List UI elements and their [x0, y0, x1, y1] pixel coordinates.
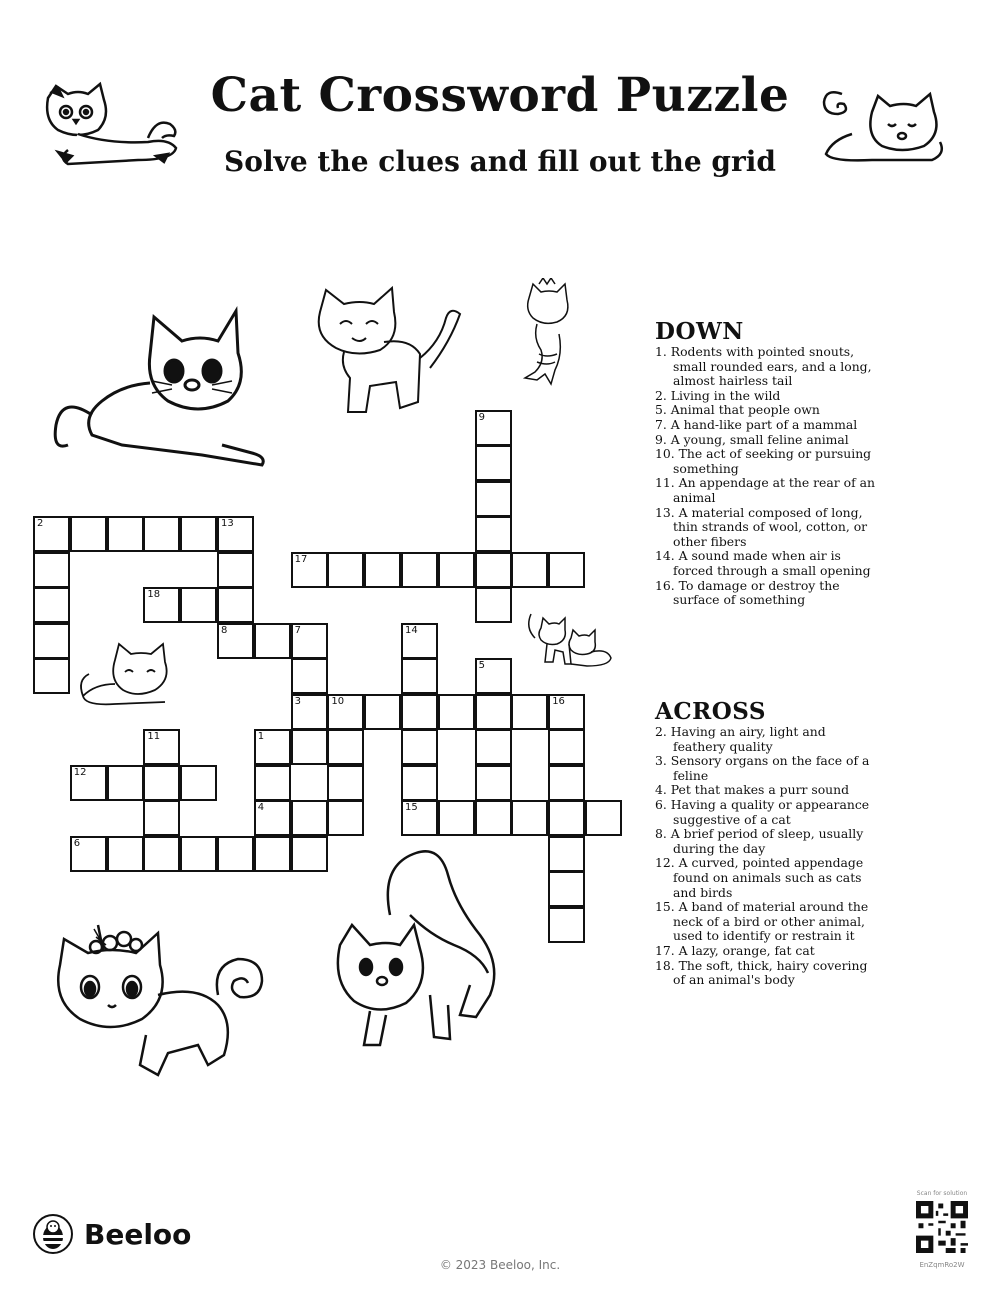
crossword-cell[interactable] — [548, 552, 585, 588]
crossword-cell[interactable] — [143, 836, 180, 872]
crossword-cell[interactable] — [475, 729, 512, 765]
crossword-cell[interactable] — [254, 836, 291, 872]
crossword-cell[interactable] — [143, 516, 180, 552]
crossword-cell[interactable] — [254, 623, 291, 659]
crossword-cell[interactable] — [548, 800, 585, 836]
down-heading: DOWN — [655, 318, 744, 345]
crossword-cell[interactable] — [180, 516, 217, 552]
cat-lying-left-illustration — [38, 78, 188, 178]
copyright: © 2023 Beeloo, Inc. — [439, 1258, 561, 1272]
down-clue: 1. Rodents with pointed snouts, small rounded ears, and a long, almost hairless tail — [655, 344, 872, 389]
across-clue: 4. Pet that makes a purr sound — [655, 782, 850, 798]
down-clue: 16. To damage or destroy the surface of something — [655, 577, 840, 608]
crossword-cell[interactable] — [33, 552, 70, 588]
crossword-cell[interactable] — [143, 587, 180, 623]
across-clue: 6. Having a quality or appearance suggestive of a cat — [655, 796, 870, 827]
crossword-cell[interactable] — [143, 729, 180, 765]
down-clue: 14. A sound made when air is forced through a small opening — [655, 548, 871, 578]
cat-crouching-illustration — [52, 305, 272, 475]
crossword-cell[interactable] — [548, 836, 585, 872]
page-subtitle: Solve the clues and fill out the grid — [224, 145, 776, 178]
crossword-cell[interactable] — [475, 481, 512, 517]
across-clue: 2. Having an airy, light and feathery quality — [655, 724, 826, 754]
crossword-cell[interactable] — [254, 800, 291, 836]
clue-number: 16 — [552, 695, 565, 707]
clue-number: 7 — [294, 624, 301, 636]
crossword-cell[interactable] — [70, 516, 107, 552]
crossword-cell[interactable] — [364, 694, 401, 730]
unicorn-cat-illustration — [48, 915, 278, 1085]
down-clue: 9. A young, small feline animal — [655, 431, 849, 447]
crossword-cell[interactable] — [107, 765, 144, 801]
crossword-cell[interactable] — [217, 836, 254, 872]
clue-number: 9 — [478, 411, 485, 423]
crossword-cell[interactable] — [401, 765, 438, 801]
brand-name: Beeloo — [84, 1217, 192, 1251]
crossword-cell[interactable] — [438, 800, 475, 836]
across-clue: 3. Sensory organs on the face of a feline — [655, 753, 870, 783]
down-clue: 11. An appendage at the rear of an animal — [655, 475, 875, 505]
crossword-cell[interactable] — [548, 765, 585, 801]
crossword-cell[interactable] — [475, 587, 512, 623]
clue-number: 10 — [331, 695, 345, 707]
crossword-cell[interactable] — [438, 552, 475, 588]
down-clue: 13. A material composed of long, thin strands of wool, cotton, or other fibers — [655, 504, 868, 549]
crossword-cell[interactable] — [475, 410, 512, 446]
crossword-cell[interactable] — [291, 729, 328, 765]
crossword-cell[interactable] — [511, 552, 548, 588]
down-clue: 7. A hand-like part of a mammal — [655, 416, 858, 432]
across-clue: 15. A band of material around the neck of a bird or other animal, used to identify or restrain it — [655, 899, 869, 944]
crossword-cell[interactable] — [475, 800, 512, 836]
across-clue: 18. The soft, thick, hairy covering of an animal's body — [655, 957, 868, 988]
crossword-cell[interactable] — [291, 658, 328, 694]
crossword-cell[interactable] — [107, 836, 144, 872]
crossword-cell[interactable] — [33, 623, 70, 659]
crossword-cell[interactable] — [475, 658, 512, 694]
clue-number: 11 — [147, 731, 161, 742]
crossword-cell[interactable] — [475, 552, 512, 588]
crossword-cell[interactable] — [475, 445, 512, 481]
crossword-cell[interactable] — [327, 765, 364, 801]
clue-number: 5 — [478, 660, 485, 671]
crossword-cell[interactable] — [180, 587, 217, 623]
crossword-cell[interactable] — [217, 623, 254, 659]
clue-number: 13 — [221, 518, 234, 529]
crossword-cell[interactable] — [291, 623, 328, 659]
across-clue: 8. A brief period of sleep, usually during the day — [655, 826, 864, 856]
crossword-cell[interactable] — [401, 623, 438, 659]
clue-number: 8 — [221, 624, 228, 636]
clue-number: 17 — [294, 553, 308, 565]
crossword-cell[interactable] — [217, 552, 254, 588]
qr-code-icon[interactable] — [916, 1201, 968, 1253]
crossword-cell[interactable] — [143, 765, 180, 801]
clue-number: 6 — [73, 837, 81, 849]
crossword-cell[interactable] — [327, 729, 364, 765]
crossword-cell[interactable] — [548, 694, 585, 730]
crossword-cell[interactable] — [327, 694, 364, 730]
mermaid-cat-illustration — [515, 278, 575, 388]
clue-number: 18 — [147, 589, 161, 600]
crossword-cell[interactable] — [475, 516, 512, 552]
crossword-cell[interactable] — [217, 587, 254, 623]
crossword-cell[interactable] — [33, 516, 70, 552]
crossword-cell[interactable] — [33, 658, 70, 694]
crossword-cell[interactable] — [254, 729, 291, 765]
crossword-cell[interactable] — [107, 516, 144, 552]
crossword-cell[interactable] — [548, 729, 585, 765]
clue-number: 3 — [294, 695, 301, 707]
crossword-cell[interactable] — [475, 694, 512, 730]
qr-caption: Scan for solution — [916, 1190, 968, 1197]
cat-sleeping-right-illustration — [812, 84, 962, 169]
clue-number: 4 — [257, 802, 265, 813]
qr-block — [912, 1190, 972, 1269]
crossword-cell[interactable] — [291, 694, 328, 730]
crossword-cell[interactable] — [438, 694, 475, 730]
crossword-cell[interactable] — [291, 800, 328, 836]
clue-number: 2 — [37, 518, 44, 529]
crossword-cell[interactable] — [548, 907, 585, 943]
crossword-cell[interactable] — [511, 694, 548, 730]
brand-logo — [32, 1213, 191, 1255]
down-clues — [655, 318, 875, 608]
crossword-cell[interactable] — [327, 552, 364, 588]
crossword-cell[interactable] — [327, 800, 364, 836]
crossword-cell[interactable] — [511, 800, 548, 836]
crossword-cell[interactable] — [401, 800, 438, 836]
sleepy-kitten-small-illustration — [75, 640, 175, 710]
crossword-cell[interactable] — [401, 658, 438, 694]
crossword-cell[interactable] — [180, 836, 217, 872]
two-kittens-small-illustration — [517, 608, 617, 670]
bee-logo-icon — [32, 1213, 74, 1255]
crossword-cell[interactable] — [291, 552, 328, 588]
stretching-cat-illustration — [330, 845, 530, 1055]
crossword-cell[interactable] — [401, 729, 438, 765]
crossword-cell[interactable] — [143, 800, 180, 836]
across-clue: 17. A lazy, orange, fat cat — [655, 942, 815, 958]
crossword-cell[interactable] — [401, 694, 438, 730]
crossword-cell[interactable] — [585, 800, 622, 836]
crossword-cell[interactable] — [33, 587, 70, 623]
down-clue: 2. Living in the wild — [655, 387, 781, 403]
across-clues — [655, 698, 875, 988]
clue-number: 15 — [405, 802, 418, 813]
crossword-cell[interactable] — [217, 516, 254, 552]
crossword-cell[interactable] — [254, 765, 291, 801]
crossword-cell[interactable] — [70, 836, 107, 872]
clue-number: 1 — [257, 731, 265, 742]
across-clue: 12. A curved, pointed appendage found on animals such as cats and birds — [655, 855, 864, 900]
crossword-cell[interactable] — [548, 871, 585, 907]
down-clue: 5. Animal that people own — [655, 402, 820, 418]
crossword-cell[interactable] — [401, 552, 438, 588]
striped-kitten-illustration — [300, 282, 470, 422]
crossword-cell[interactable] — [291, 836, 328, 872]
page-title: Cat Crossword Puzzle — [210, 68, 790, 123]
qr-code-id: EnZqmRo2W — [919, 1261, 965, 1269]
across-heading: ACROSS — [655, 698, 767, 725]
crossword-cell[interactable] — [70, 765, 107, 801]
clue-number: 12 — [73, 766, 87, 778]
crossword-cell[interactable] — [180, 765, 217, 801]
crossword-cell[interactable] — [364, 552, 401, 588]
clue-number: 14 — [405, 624, 418, 636]
down-clue: 10. The act of seeking or pursuing something — [655, 446, 872, 476]
crossword-cell[interactable] — [475, 765, 512, 801]
